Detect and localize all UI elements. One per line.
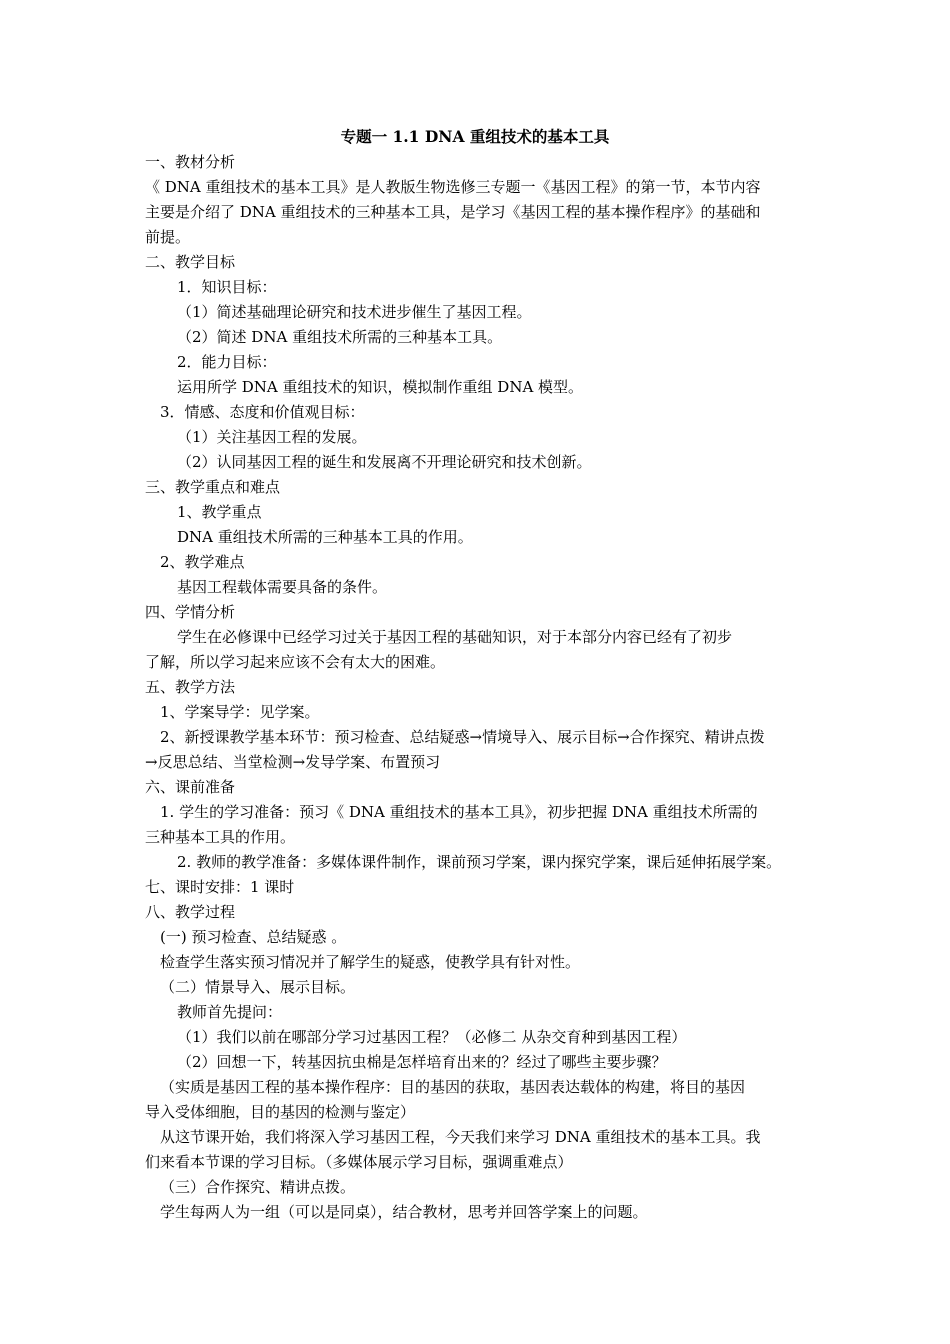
paragraph-line: 运用所学 DNA 重组技术的知识，模拟制作重组 DNA 模型。 [177,378,584,396]
paragraph-line: 学生在必修课中已经学习过关于基因工程的基础知识，对于本部分内容已经有了初步 [177,628,733,646]
subheading-difficulty: 2、教学难点 [160,553,245,571]
document-title: 专题一 1.1 DNA 重组技术的基本工具 [340,127,610,146]
paragraph-line: 三种基本工具的作用。 [145,828,296,846]
list-item: 2. 教师的教学准备：多媒体课件制作，课前预习学案，课内探究学案，课后延伸拓展学案。 [177,853,782,871]
section-heading-teaching-process: 八、教学过程 [145,903,236,921]
list-item: 2、新授课教学基本环节：预习检查、总结疑惑→情境导入、展示目标→合作探究、精讲点拨 [160,728,765,746]
section-heading-textbook-analysis: 一、教材分析 [145,153,236,171]
list-item: （2）回想一下，转基因抗虫棉是怎样培育出来的？经过了哪些主要步骤？ [177,1053,667,1071]
section-heading-student-analysis: 四、学情分析 [145,603,236,621]
paragraph-line: 从这节课开始，我们将深入学习基因工程，今天我们来学习 DNA 重组技术的基本工具。我 [160,1128,761,1146]
paragraph-line: 前提。 [145,228,191,246]
subheading-knowledge-goals: 1．知识目标： [177,278,277,296]
paragraph-line: 基因工程载体需要具备的条件。 [177,578,388,596]
paragraph-line: 检查学生落实预习情况并了解学生的疑惑，使教学具有针对性。 [160,953,581,971]
paragraph-line: 主要是介绍了 DNA 重组技术的三种基本工具，是学习《基因工程的基本操作程序》的基础和 [145,203,761,221]
paragraph-line: 《 DNA 重组技术的基本工具》是人教版生物选修三专题一《基因工程》的第一节，本节内容 [145,178,761,196]
paragraph-line: 们来看本节课的学习目标。（多媒体展示学习目标，强调重难点） [145,1153,573,1171]
paragraph-line: 教师首先提问： [177,1003,283,1021]
section-heading-preparation: 六、课前准备 [145,778,236,796]
section-heading-teaching-goals: 二、教学目标 [145,253,236,271]
list-item: （1）关注基因工程的发展。 [177,428,367,446]
list-item: （2）简述 DNA 重组技术所需的三种基本工具。 [177,328,503,346]
list-item: （1）我们以前在哪部分学习过基因工程？（必修二 从杂交育种到基因工程） [177,1028,687,1046]
list-item: 1. 学生的学习准备：预习《 DNA 重组技术的基本工具》，初步把握 DNA 重组技术所需的 [160,803,758,821]
section-heading-key-points: 三、教学重点和难点 [145,478,281,496]
paragraph-line: DNA 重组技术所需的三种基本工具的作用。 [177,528,473,546]
section-heading-schedule: 七、课时安排：1 课时 [145,878,295,896]
paragraph-line: 学生每两人为一组（可以是同桌），结合教材，思考并回答学案上的问题。 [160,1203,648,1221]
subheading-key-point: 1、教学重点 [177,503,262,521]
subheading-emotion-goals: 3．情感、态度和价值观目标： [160,403,365,421]
subheading-step-1: (一) 预习检查、总结疑惑 。 [160,928,347,946]
paragraph-line: （实质是基因工程的基本操作程序：目的基因的获取，基因表达载体的构建，将目的基因 [160,1078,746,1096]
list-item: （1）简述基础理论研究和技术进步催生了基因工程。 [177,303,532,321]
subheading-step-2: （二）情景导入、展示目标。 [160,978,356,996]
list-item: （2）认同基因工程的诞生和发展离不开理论研究和技术创新。 [177,453,592,471]
subheading-step-3: （三）合作探究、精讲点拨。 [160,1178,356,1196]
paragraph-line: 了解，所以学习起来应该不会有太大的困难。 [145,653,446,671]
paragraph-line: →反思总结、当堂检测→发导学案、布置预习 [145,753,441,771]
list-item: 1、学案导学：见学案。 [160,703,320,721]
section-heading-teaching-methods: 五、教学方法 [145,678,236,696]
subheading-ability-goals: 2．能力目标： [177,353,277,371]
paragraph-line: 导入受体细胞，目的基因的检测与鉴定） [145,1103,416,1121]
